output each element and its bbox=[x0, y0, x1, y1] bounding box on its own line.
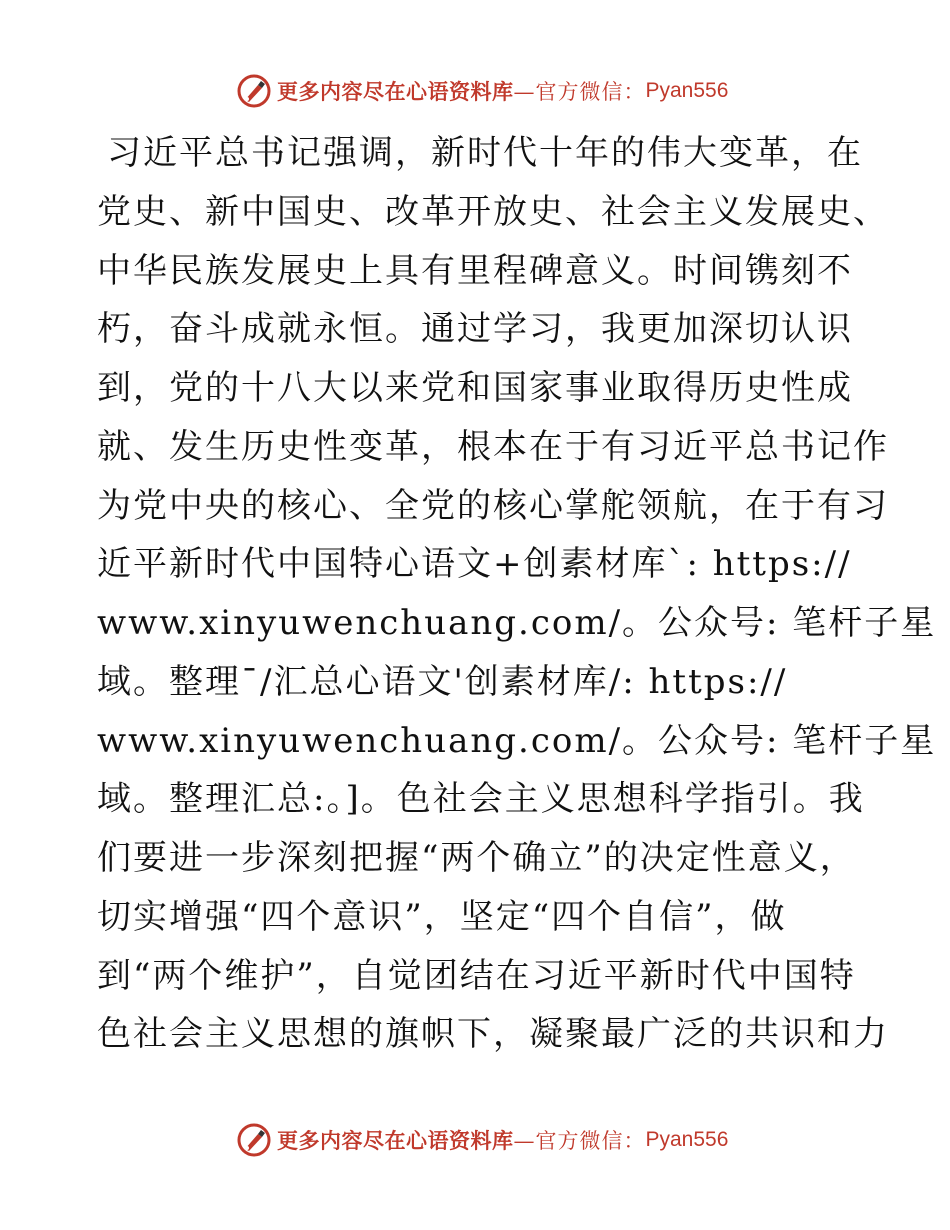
body-line: 近平新时代中国特心语文+创素材库`: https:// bbox=[97, 544, 852, 585]
banner-main-text: 更多内容尽在心语资料库 bbox=[277, 1128, 514, 1153]
pen-logo-icon bbox=[236, 73, 272, 109]
pen-logo-icon bbox=[236, 1122, 272, 1158]
body-line: www.xinyuwenchuang.com/。公众号: 笔杆子星 bbox=[97, 603, 937, 643]
banner-main-text: 更多内容尽在心语资料库 bbox=[277, 79, 514, 104]
body-line: 中华民族发展史上具有里程碑意义。时间镌刻不 bbox=[97, 250, 853, 291]
footer-banner bbox=[236, 1122, 728, 1158]
body-line: 们要进一步深刻把握“两个确立”的决定性意义， bbox=[97, 838, 856, 878]
body-line: 党史、新中国史、改革开放史、社会主义发展史、 bbox=[97, 191, 889, 232]
header-banner bbox=[236, 73, 728, 109]
body-line: 域。整理汇总:。]。色社会主义思想科学指引。我 bbox=[97, 779, 865, 820]
body-line: 色社会主义思想的旗帜下，凝聚最广泛的共识和力 bbox=[97, 1014, 889, 1055]
banner-wechat-id: Pyan556 bbox=[645, 79, 729, 102]
body-line: 为党中央的核心、全党的核心掌舵领航，在于有习 bbox=[97, 485, 889, 526]
body-line: www.xinyuwenchuang.com/。公众号: 笔杆子星 bbox=[97, 720, 937, 761]
body-line: 到“两个维护”，自觉团结在习近平新时代中国特 bbox=[97, 955, 856, 996]
body-line: 就、发生历史性变革，根本在于有习近平总书记作 bbox=[97, 426, 889, 467]
banner-wechat-id: Pyan556 bbox=[645, 1128, 729, 1151]
document-body bbox=[97, 124, 937, 1064]
banner-official-text: —官方微信： bbox=[513, 80, 646, 104]
body-line: 域。整理¯/汇总心语文'创素材库/: https:// bbox=[97, 661, 788, 702]
body-line: 习近平总书记强调，新时代十年的伟大变革，在 bbox=[107, 133, 863, 173]
body-line: 到，党的十八大以来党和国家事业取得历史性成 bbox=[97, 368, 853, 408]
body-line: 朽，奋斗成就永恒。通过学习，我更加深切认识 bbox=[97, 309, 853, 350]
banner-official-text: —官方微信： bbox=[513, 1129, 646, 1153]
body-line: 切实增强“四个意识”，坚定“四个自信”，做 bbox=[97, 896, 787, 937]
